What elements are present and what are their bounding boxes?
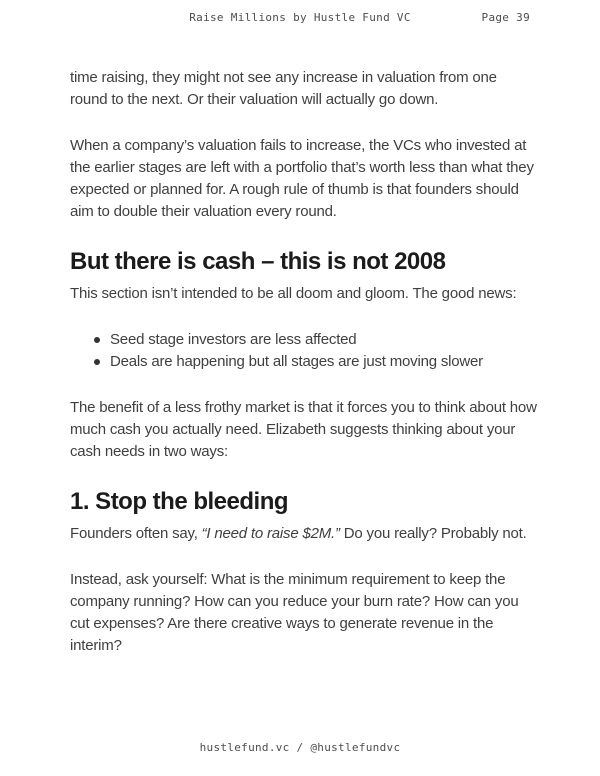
page-number: Page 39	[481, 11, 530, 24]
heading-stop-the-bleeding: 1. Stop the bleeding	[70, 488, 289, 515]
italic-quote-text: “I need to raise $2M.”	[201, 525, 340, 542]
paragraph-less-frothy-market: The benefit of a less frothy market is that it forces you to think about how much cash you actually need. Elizabeth suggests thinking about your cash needs in two ways:	[70, 399, 537, 460]
paragraph-instead-ask: Instead, ask yourself: What is the minimum requirement to keep the company running? How can you reduce your burn rate? How can you cut expenses? Are there creative ways to generate revenue in the interim?	[70, 571, 519, 654]
bullet-list	[70, 329, 538, 373]
paragraph-vcs-portfolio: When a company’s valuation fails to increase, the VCs who invested at the earlier stages are left with a portfolio that’s worth less than what they expected or planned for. A rough rule of thumb is that founders should aim to double their valuation every round.	[70, 137, 534, 220]
page-header-title: Raise Millions by Hustle Fund VC	[189, 11, 411, 24]
list-item-text: Deals are happening but all stages are just moving slower	[110, 353, 483, 370]
page-footer-text: hustlefund.vc / @hustlefundvc	[199, 741, 401, 754]
quote-suffix-text: Do you really? Probably not.	[339, 525, 527, 542]
quote-prefix-text: Founders often say,	[70, 525, 202, 542]
paragraph-good-news: This section isn’t intended to be all doom and gloom. The good news:	[70, 285, 517, 302]
page-content	[70, 67, 538, 681]
list-item	[70, 329, 538, 351]
bullet-icon	[94, 337, 100, 343]
bullet-icon	[94, 359, 100, 365]
list-item-text: Seed stage investors are less affected	[110, 331, 357, 348]
list-item	[70, 351, 538, 373]
paragraph-founders-say	[70, 523, 538, 545]
heading-but-there-is-cash: But there is cash – this is not 2008	[70, 248, 446, 275]
paragraph-valuation-increase: time raising, they might not see any increase in valuation from one round to the next. Or their valuation will actually go down.	[70, 69, 497, 108]
